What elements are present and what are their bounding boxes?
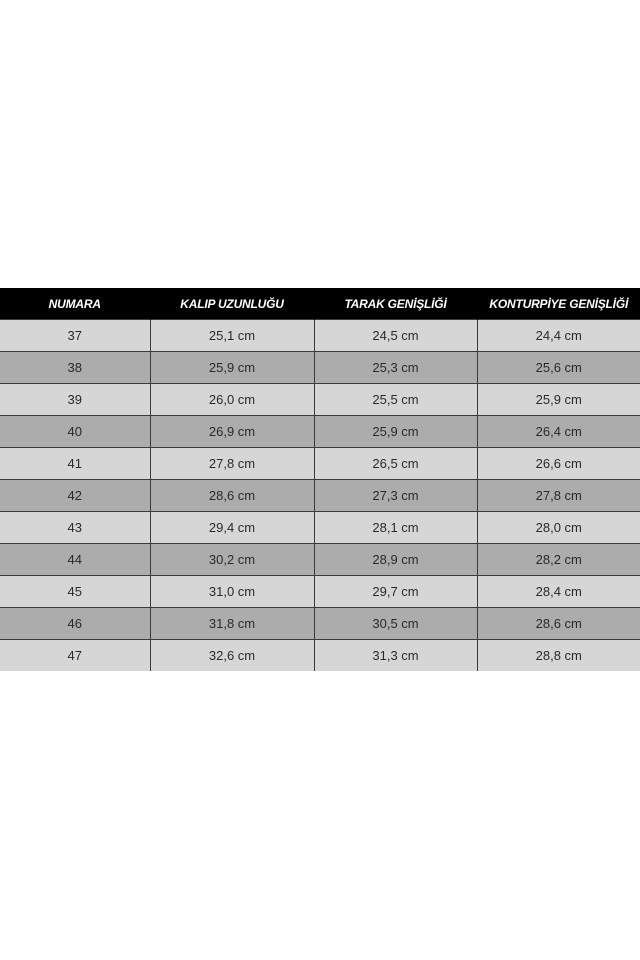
cell-kalip-uzunlugu: 29,4 cm [150,512,314,544]
header-kalip-uzunlugu: KALIP UZUNLUĞU [150,288,314,320]
table-body [0,320,640,672]
cell-kalip-uzunlugu: 32,6 cm [150,640,314,672]
header-numara: NUMARA [0,288,150,320]
header-tarak-genisligi: TARAK GENİŞLİĞİ [314,288,477,320]
cell-konturpiye-genisligi: 24,4 cm [477,320,640,352]
cell-numara: 37 [0,320,150,352]
cell-kalip-uzunlugu: 31,8 cm [150,608,314,640]
cell-kalip-uzunlugu: 25,9 cm [150,352,314,384]
cell-kalip-uzunlugu: 28,6 cm [150,480,314,512]
cell-kalip-uzunlugu: 27,8 cm [150,448,314,480]
table-row [0,352,640,384]
cell-konturpiye-genisligi: 28,2 cm [477,544,640,576]
table-row [0,512,640,544]
cell-konturpiye-genisligi: 25,9 cm [477,384,640,416]
cell-tarak-genisligi: 25,9 cm [314,416,477,448]
table-row [0,448,640,480]
cell-numara: 40 [0,416,150,448]
cell-tarak-genisligi: 25,5 cm [314,384,477,416]
cell-numara: 42 [0,480,150,512]
cell-tarak-genisligi: 24,5 cm [314,320,477,352]
table-header-row [0,288,640,320]
cell-tarak-genisligi: 29,7 cm [314,576,477,608]
cell-numara: 39 [0,384,150,416]
cell-tarak-genisligi: 28,1 cm [314,512,477,544]
cell-konturpiye-genisligi: 27,8 cm [477,480,640,512]
cell-tarak-genisligi: 31,3 cm [314,640,477,672]
table-row [0,576,640,608]
cell-tarak-genisligi: 28,9 cm [314,544,477,576]
cell-tarak-genisligi: 26,5 cm [314,448,477,480]
cell-kalip-uzunlugu: 26,9 cm [150,416,314,448]
cell-numara: 45 [0,576,150,608]
table-row [0,608,640,640]
cell-numara: 47 [0,640,150,672]
cell-tarak-genisligi: 25,3 cm [314,352,477,384]
cell-numara: 46 [0,608,150,640]
cell-kalip-uzunlugu: 31,0 cm [150,576,314,608]
cell-konturpiye-genisligi: 28,8 cm [477,640,640,672]
cell-konturpiye-genisligi: 26,4 cm [477,416,640,448]
table-row [0,544,640,576]
size-chart-table [0,288,640,671]
cell-numara: 43 [0,512,150,544]
cell-numara: 44 [0,544,150,576]
table-row [0,320,640,352]
cell-kalip-uzunlugu: 26,0 cm [150,384,314,416]
cell-tarak-genisligi: 27,3 cm [314,480,477,512]
cell-konturpiye-genisligi: 28,0 cm [477,512,640,544]
cell-kalip-uzunlugu: 25,1 cm [150,320,314,352]
cell-tarak-genisligi: 30,5 cm [314,608,477,640]
cell-konturpiye-genisligi: 25,6 cm [477,352,640,384]
header-konturpiye-genisligi: KONTURPİYE GENİŞLİĞİ [477,288,640,320]
cell-kalip-uzunlugu: 30,2 cm [150,544,314,576]
cell-konturpiye-genisligi: 28,4 cm [477,576,640,608]
table-row [0,640,640,672]
cell-konturpiye-genisligi: 28,6 cm [477,608,640,640]
table-row [0,384,640,416]
cell-numara: 38 [0,352,150,384]
table-row [0,416,640,448]
cell-numara: 41 [0,448,150,480]
table-row [0,480,640,512]
cell-konturpiye-genisligi: 26,6 cm [477,448,640,480]
